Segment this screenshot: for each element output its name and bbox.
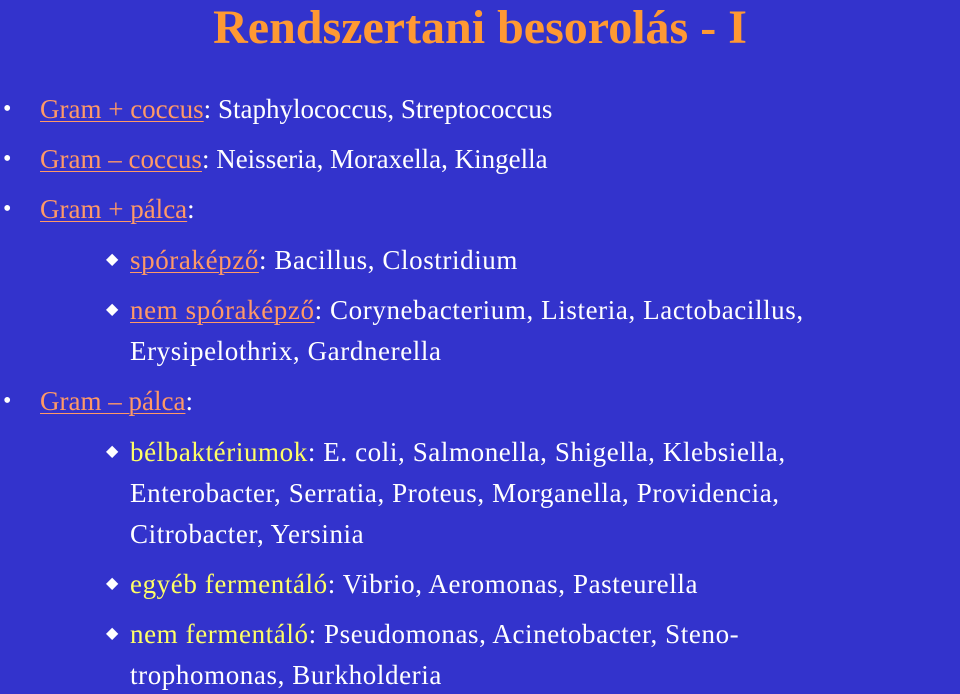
diamond-bullet-icon: ◆ (106, 301, 119, 318)
sub-list-item (130, 436, 786, 468)
bullet-icon: • (3, 196, 12, 222)
sub-item-term: egyéb fermentáló (130, 569, 328, 599)
slide-title: Rendszertani besorolás - I (213, 1, 747, 54)
list-item-term: Gram + coccus (40, 94, 204, 124)
list-item-sep: : (185, 386, 193, 416)
sub-item-term: nem spóraképző (130, 295, 315, 325)
bullet-icon: • (3, 146, 12, 172)
diamond-bullet-icon: ◆ (106, 251, 119, 268)
diamond-bullet-icon: ◆ (106, 575, 119, 592)
sub-item-text: : Vibrio, Aeromonas, Pasteurella (327, 569, 699, 599)
list-item-sep: : (187, 194, 195, 224)
list-item-sep: : (201, 144, 210, 174)
bullet-icon: • (3, 96, 12, 122)
diamond-bullet-icon: ◆ (106, 625, 119, 642)
sub-item-term: spóraképző (130, 245, 259, 275)
sub-item-text: : Bacillus, Clostridium (258, 245, 519, 275)
list-item-text: Neisseria, Moraxella, Kingella (209, 144, 548, 174)
sub-list-item (130, 618, 739, 650)
list-item-text: Staphylococcus, Streptococcus (211, 94, 553, 124)
list-item (40, 93, 552, 125)
list-item-term: Gram – coccus (40, 144, 202, 174)
list-item-term: Gram + pálca (40, 194, 188, 224)
list-item (40, 193, 195, 225)
list-item (40, 385, 193, 417)
sub-item-text: : Corynebacterium, Listeria, Lactobacillus, (314, 295, 804, 325)
sub-item-continuation: Erysipelothrix, Gardnerella (130, 336, 442, 366)
sub-item-term: nem fermentáló (130, 619, 309, 649)
sub-list-item (130, 294, 804, 326)
bullet-icon: • (3, 388, 12, 414)
diamond-bullet-icon: ◆ (106, 443, 119, 460)
sub-item-text: : E. coli, Salmonella, Shigella, Klebsiella, (307, 437, 786, 467)
sub-item-continuation: trophomonas, Burkholderia (130, 660, 442, 690)
list-item (40, 143, 548, 175)
sub-item-term: bélbaktériumok (130, 437, 308, 467)
sub-list-item (130, 568, 698, 600)
list-item-term: Gram – pálca (40, 386, 186, 416)
sub-list-item (130, 244, 518, 276)
sub-item-text: : Pseudomonas, Acinetobacter, Steno- (308, 619, 740, 649)
list-item-sep: : (203, 94, 212, 124)
sub-item-continuation: Citrobacter, Yersinia (130, 519, 365, 549)
sub-item-continuation: Enterobacter, Serratia, Proteus, Morganella, Providencia, (130, 478, 780, 508)
